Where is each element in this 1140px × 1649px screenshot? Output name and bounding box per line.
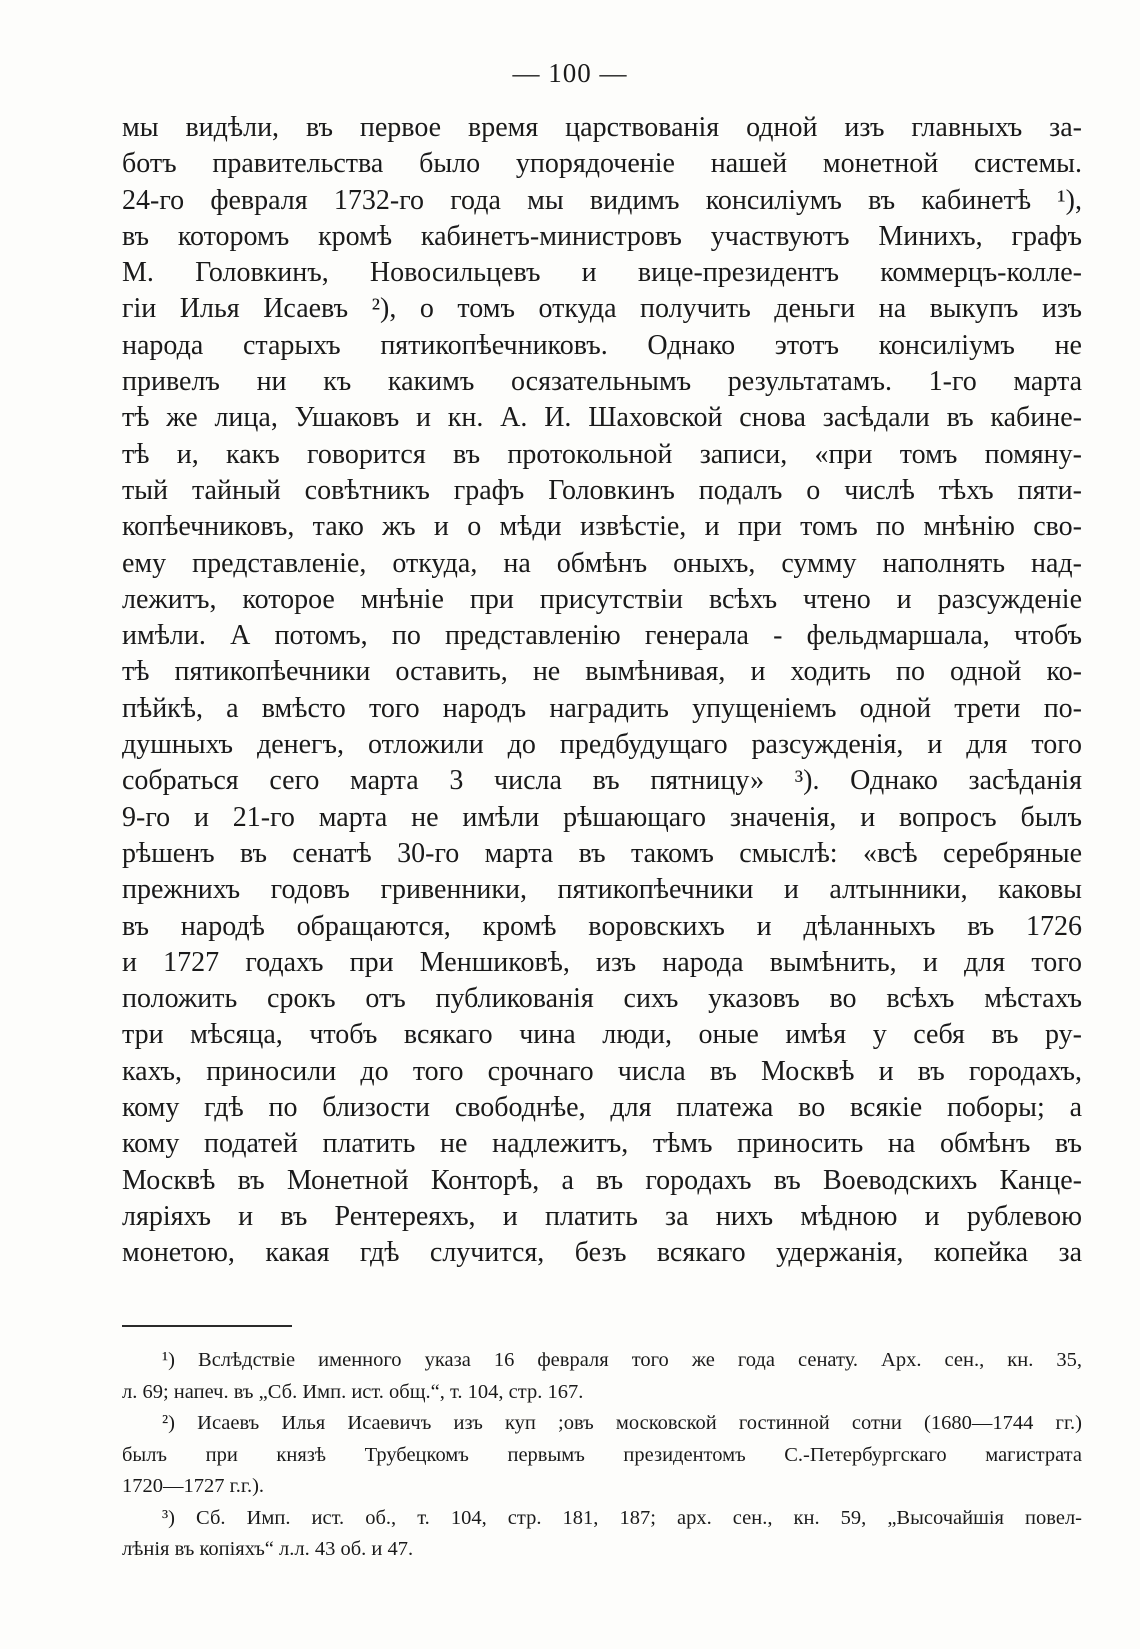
text-line: Москвѣ въ Монетной Конторѣ, а въ городахъ въ Воеводскихъ Канце- — [122, 1164, 1082, 1196]
text-line: монетою, какая гдѣ случится, безъ всякаго удержанія, копейка за — [122, 1237, 1082, 1269]
text-line: гіи Илья Исаевъ ²), о томъ откуда получить деньги на выкупъ изъ — [122, 293, 1082, 325]
text-line: ему представленіе, откуда, на обмѣнъ оныхъ, сумму наполнять над- — [122, 547, 1082, 579]
text-line: копѣечниковъ, тако жъ и о мѣди извѣстіе, и при томъ по мнѣнію сво- — [122, 511, 1082, 543]
text-line: въ которомъ кромѣ кабинетъ-министровъ участвуютъ Минихъ, графъ — [122, 220, 1082, 252]
footnote-3 — [122, 1503, 1082, 1566]
main-text — [122, 110, 1082, 1272]
text-line: тый тайный совѣтникъ графъ Головкинъ подалъ о числѣ тѣхъ пяти- — [122, 474, 1082, 506]
text-line: въ народѣ обращаются, кромѣ воровскихъ и дѣланныхъ въ 1726 — [122, 910, 1082, 942]
text-line: положить срокъ отъ публикованія сихъ указовъ во всѣхъ мѣстахъ — [122, 983, 1082, 1015]
text-line: три мѣсяца, чтобъ всякаго чина люди, оные имѣя у себя въ ру- — [122, 1019, 1082, 1051]
text-line: народа старыхъ пятикопѣечниковъ. Однако этотъ консиліумъ не — [122, 329, 1082, 361]
footnotes — [122, 1345, 1082, 1566]
text-line: собраться сего марта 3 числа въ пятницу» ³). Однако засѣданія — [122, 765, 1082, 797]
text-line: тѣ и, какъ говорится въ протокольной записи, «при томъ помяну- — [122, 438, 1082, 470]
text-line: тѣ пятикопѣечники оставить, не вымѣнивая, и ходить по одной ко- — [122, 656, 1082, 688]
text-line: 9-го и 21-го марта не имѣли рѣшающаго значенія, и вопросъ былъ — [122, 801, 1082, 833]
footnote-divider — [122, 1325, 292, 1327]
text-line: 24-го февраля 1732-го года мы видимъ консиліумъ въ кабинетѣ ¹), — [122, 184, 1082, 216]
text-line: привелъ ни къ какимъ осязательнымъ результатамъ. 1-го марта — [122, 366, 1082, 398]
text-line: М. Головкинъ, Новосильцевъ и вице-президентъ коммерцъ-колле- — [122, 257, 1082, 289]
text-line: мы видѣли, въ первое время царствованія одной изъ главныхъ за- — [122, 112, 1082, 143]
text-line: кому гдѣ по близости свободнѣе, для платежа во всякіе поборы; а — [122, 1092, 1082, 1124]
text-line: тѣ же лица, Ушаковъ и кн. А. И. Шаховской снова засѣдали въ кабине- — [122, 402, 1082, 434]
text-line: душныхъ денегъ, отложили до предбудущаго разсужденія, и для того — [122, 729, 1082, 761]
text-line: кому податей платить не надлежитъ, тѣмъ приносить на обмѣнъ въ — [122, 1128, 1082, 1160]
text-line: лежитъ, которое мнѣніе при присутствіи всѣхъ чтено и разсужденіе — [122, 583, 1082, 615]
footnote-2 — [122, 1408, 1082, 1503]
footnote-line: ¹) Вслѣдствіе именного указа 16 февраля того же года сенату. Арх. сен., кн. 35, — [162, 1349, 1082, 1371]
footnote-line: ³) Сб. Имп. ист. об., т. 104, стр. 181, 187; арх. сен., кн. 59, „Высочайшія повел- — [162, 1506, 1082, 1529]
footnote-1 — [122, 1345, 1082, 1408]
text-line: пѣйкѣ, а вмѣсто того народъ наградить упущеніемъ одной трети по- — [122, 692, 1082, 724]
text-line: ляріяхъ и въ Рентереяхъ, и платить за нихъ мѣдною и рублевою — [122, 1200, 1082, 1232]
page-number: — 100 — — [512, 58, 628, 88]
text-line: ботъ правительства было упорядоченіе нашей монетной системы. — [122, 148, 1082, 180]
text-line: прежнихъ годовъ гривенники, пятикопѣечники и алтынники, каковы — [122, 874, 1082, 906]
text-line: и 1727 годахъ при Меншиковѣ, изъ народа вымѣнить, и для того — [122, 946, 1082, 978]
footnote-line: л. 69; напеч. въ „Сб. Имп. ист. общ.“, т. 104, стр. 167. — [122, 1380, 584, 1403]
footnote-line: лѣнія въ копіяхъ“ л.л. 43 об. и 47. — [122, 1538, 414, 1560]
footnote-line: ²) Исаевъ Илья Исаевичъ изъ куп ;овъ московской гостинной сотни (1680—1744 гг.) — [162, 1412, 1082, 1434]
text-line: кахъ, приносили до того срочнаго числа въ Москвѣ и въ городахъ, — [122, 1055, 1082, 1087]
text-line: имѣли. А потомъ, по представленію генерала - фельдмаршала, чтобъ — [122, 620, 1082, 652]
text-line: рѣшенъ въ сенатѣ 30-го марта въ такомъ смыслѣ: «всѣ серебряные — [122, 837, 1082, 869]
footnote-line: былъ при князѣ Трубецкомъ первымъ президентомъ С.-Петербургскаго магистрата — [122, 1443, 1082, 1466]
footnote-line: 1720—1727 г.г.). — [122, 1475, 265, 1497]
